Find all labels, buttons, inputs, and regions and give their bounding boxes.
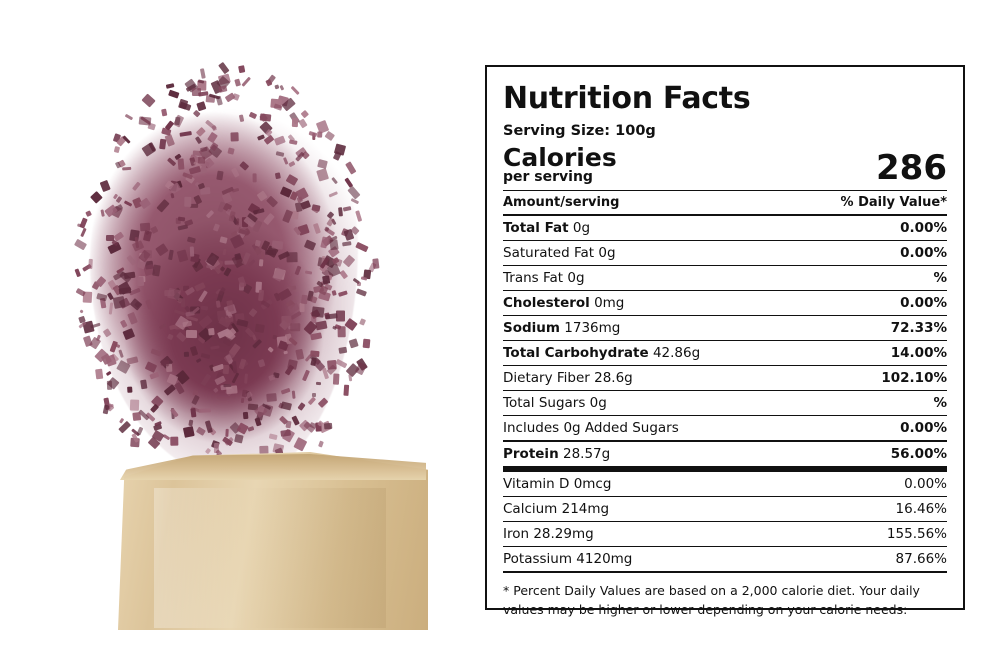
nutrient-dv: % [791,265,947,290]
nutrient-name: Saturated Fat 0g [503,240,791,265]
table-row [503,469,947,497]
nutrient-dv: 0.00% [791,415,947,441]
calories-row [503,142,947,188]
nutrition-facts-panel [485,65,965,618]
nutrient-name: Total Carbohydrate 42.86g [503,340,791,365]
nutrient-name: Potassium 4120mg [503,546,791,572]
calories-sublabel: per serving [503,168,593,185]
nutrient-name: Total Sugars 0g [503,390,791,415]
table-row [503,365,947,390]
nutrient-dv: 56.00% [791,441,947,469]
table-row [503,390,947,415]
nutrient-name: Calcium 214mg [503,496,791,521]
nutrient-dv: 0.00% [791,215,947,241]
nutrient-name: Total Fat 0g [503,215,791,241]
product-photo [0,0,470,667]
nutrient-name: Includes 0g Added Sugars [503,415,791,441]
table-row [503,415,947,441]
nutrient-dv: 72.33% [791,315,947,340]
table-row [503,441,947,469]
nutrient-name: Trans Fat 0g [503,265,791,290]
table-row [503,290,947,315]
table-row [503,315,947,340]
nutrient-name: Dietary Fiber 28.6g [503,365,791,390]
header-amount: Amount/serving [503,194,620,210]
panel-title: Nutrition Facts [503,81,751,116]
nutrient-name: Sodium 1736mg [503,315,791,340]
table-row [503,215,947,241]
nutrient-dv: 0.00% [791,469,947,497]
calories-label-group [503,142,617,185]
nutrient-dv: 0.00% [791,290,947,315]
bag-fold [154,488,386,628]
nutrient-name: Iron 28.29mg [503,521,791,546]
nutrition-table [503,191,947,573]
header-daily-value: % Daily Value* [840,194,947,210]
nutrient-dv: 14.00% [791,340,947,365]
nutrient-dv: 0.00% [791,240,947,265]
table-row [503,340,947,365]
nutrient-name: Cholesterol 0mg [503,290,791,315]
nutrient-dv: 87.66% [791,546,947,572]
nutrient-name: Vitamin D 0mcg [503,469,791,497]
bag-lip [120,454,426,480]
calories-value: 286 [876,147,947,188]
daily-value-footnote: * Percent Daily Values are based on a 2,000 calorie diet. Your daily values may be higher or lower depending on your calorie needs: [503,582,920,618]
table-row [503,265,947,290]
nutrient-name: Protein 28.57g [503,441,791,469]
table-bottom-rule [503,572,947,573]
calories-label: Calories [503,142,617,172]
nutrient-dv: 16.46% [791,496,947,521]
table-row [503,521,947,546]
table-row [503,240,947,265]
table-row [503,496,947,521]
table-row [503,546,947,572]
nutrient-dv: 155.56% [791,521,947,546]
table-header-row [503,191,947,215]
nutrient-dv: 102.10% [791,365,947,390]
kraft-paper-bag [118,430,428,630]
serving-size: Serving Size: 100g [503,122,656,139]
nutrient-dv: % [791,390,947,415]
